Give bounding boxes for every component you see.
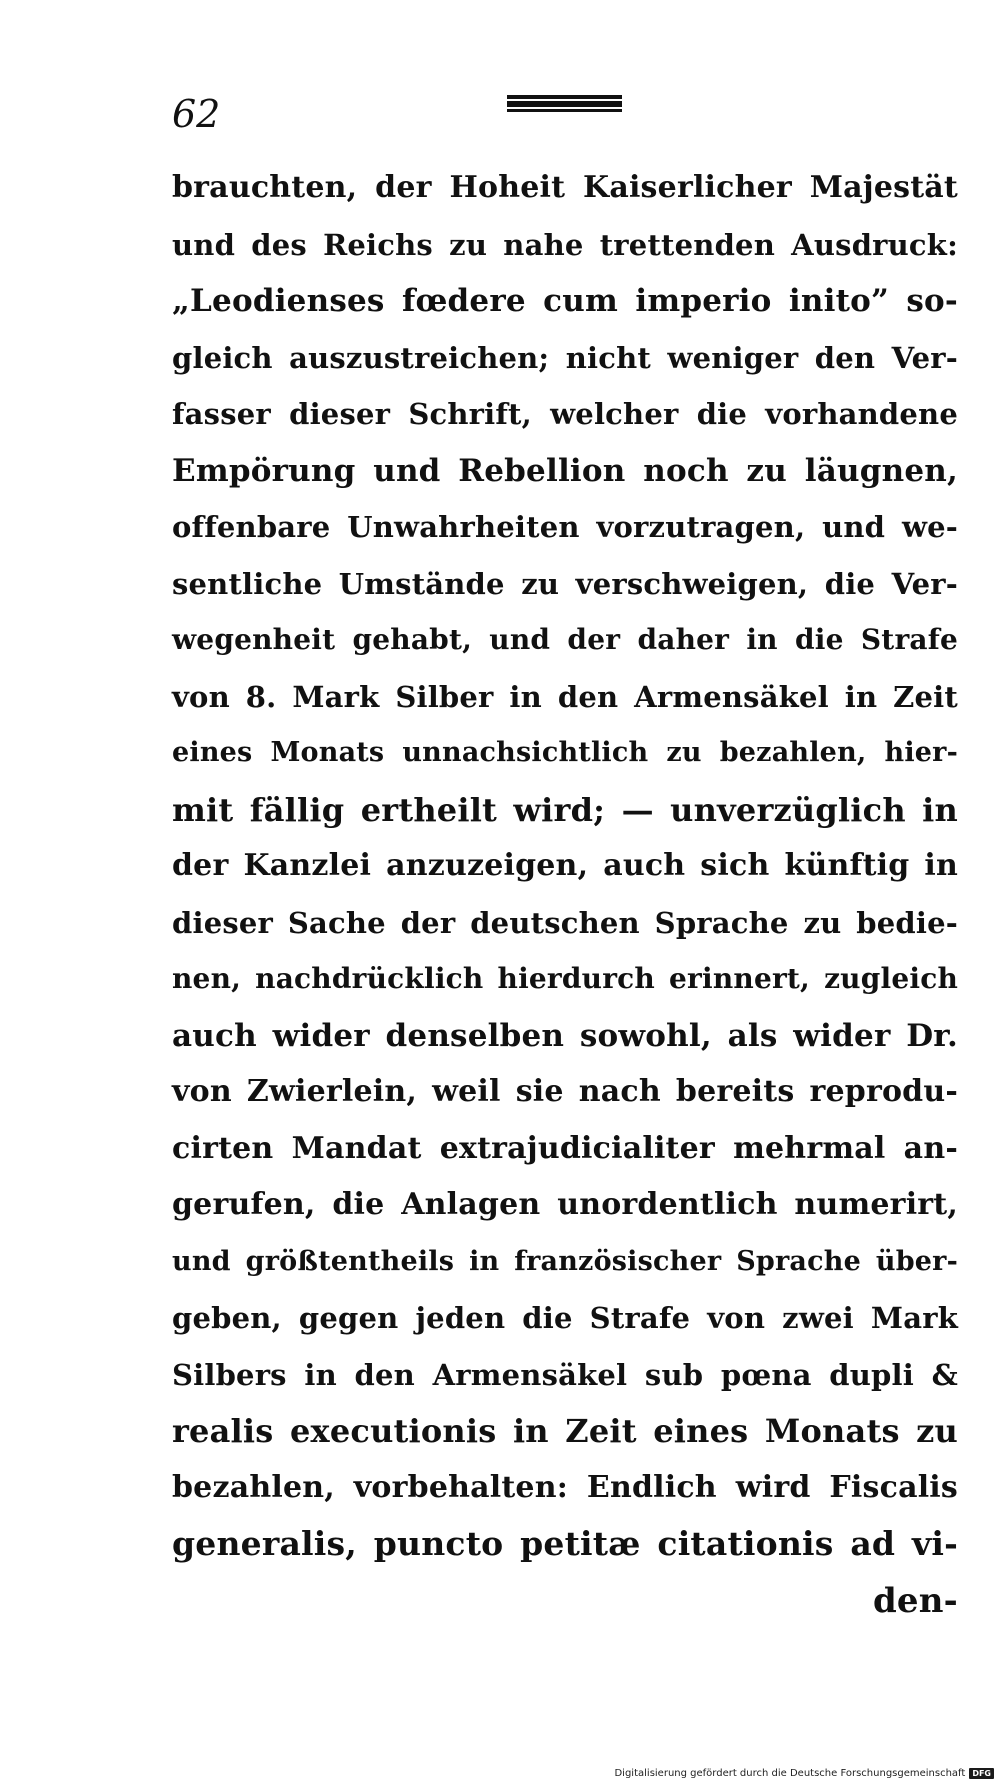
text-line: dieser Sache der deutschen Sprache zu bedie-: [172, 905, 958, 940]
page-number: 62: [172, 92, 221, 136]
text-line: eines Monats unnachsichtlich zu bezahlen, hier-: [172, 737, 958, 768]
dfg-logo: DFG: [969, 1768, 994, 1779]
text-line: auch wider denselben sowohl, als wider Dr.: [172, 1017, 958, 1054]
text-line: generalis, puncto petitæ citationis ad vi-: [172, 1524, 958, 1563]
text-line: „Leodienses fœdere cum imperio inito” so-: [172, 283, 958, 319]
credit-text: Digitalisierung gefördert durch die Deutsche Forschungsgemeinschaft: [614, 1768, 966, 1779]
text-line: gleich auszustreichen; nicht weniger den Ver-: [172, 340, 958, 375]
text-line: realis executionis in Zeit eines Monats zu: [172, 1412, 958, 1450]
text-line: offenbare Unwahrheiten vorzutragen, und we-: [172, 510, 958, 544]
text-line: der Kanzlei anzuzeigen, auch sich künftig in: [172, 848, 958, 883]
text-line: sentliche Umstände zu verschweigen, die Ver-: [172, 566, 958, 601]
body-text: [172, 160, 958, 1629]
text-line: mit fällig ertheilt wird; — unverzüglich in: [172, 790, 958, 829]
text-line: cirten Mandat extrajudicialiter mehrmal an-: [172, 1130, 958, 1166]
text-line: geben, gegen jeden die Strafe von zwei Mark: [172, 1301, 958, 1335]
text-line: und des Reichs zu nahe trettenden Ausdruck:: [172, 227, 958, 262]
text-line: fasser dieser Schrift, welcher die vorhandene: [172, 397, 958, 431]
text-line: und größtentheils in französischer Sprache über-: [172, 1245, 958, 1277]
text-line: Silbers in den Armensäkel sub pœna dupli &: [172, 1357, 958, 1392]
catchword: den-: [872, 1580, 958, 1621]
text-line: wegenheit gehabt, und der daher in die Strafe: [172, 623, 958, 656]
digitization-credit: [614, 1768, 994, 1779]
header-ornament: [507, 95, 622, 113]
text-line: gerufen, die Anlagen unordentlich numerirt,: [172, 1187, 958, 1222]
text-line: von 8. Mark Silber in den Armensäkel in Zeit: [172, 679, 958, 714]
text-line: von Zwierlein, weil sie nach bereits reprodu-: [172, 1074, 958, 1109]
text-line: brauchten, der Hoheit Kaiserlicher Majestät: [172, 170, 958, 205]
text-line: Empörung und Rebellion noch zu läugnen,: [172, 452, 958, 489]
text-line: nen, nachdrücklich hierdurch erinnert, zugleich: [172, 962, 958, 995]
text-line: bezahlen, vorbehalten: Endlich wird Fiscalis: [172, 1469, 958, 1505]
